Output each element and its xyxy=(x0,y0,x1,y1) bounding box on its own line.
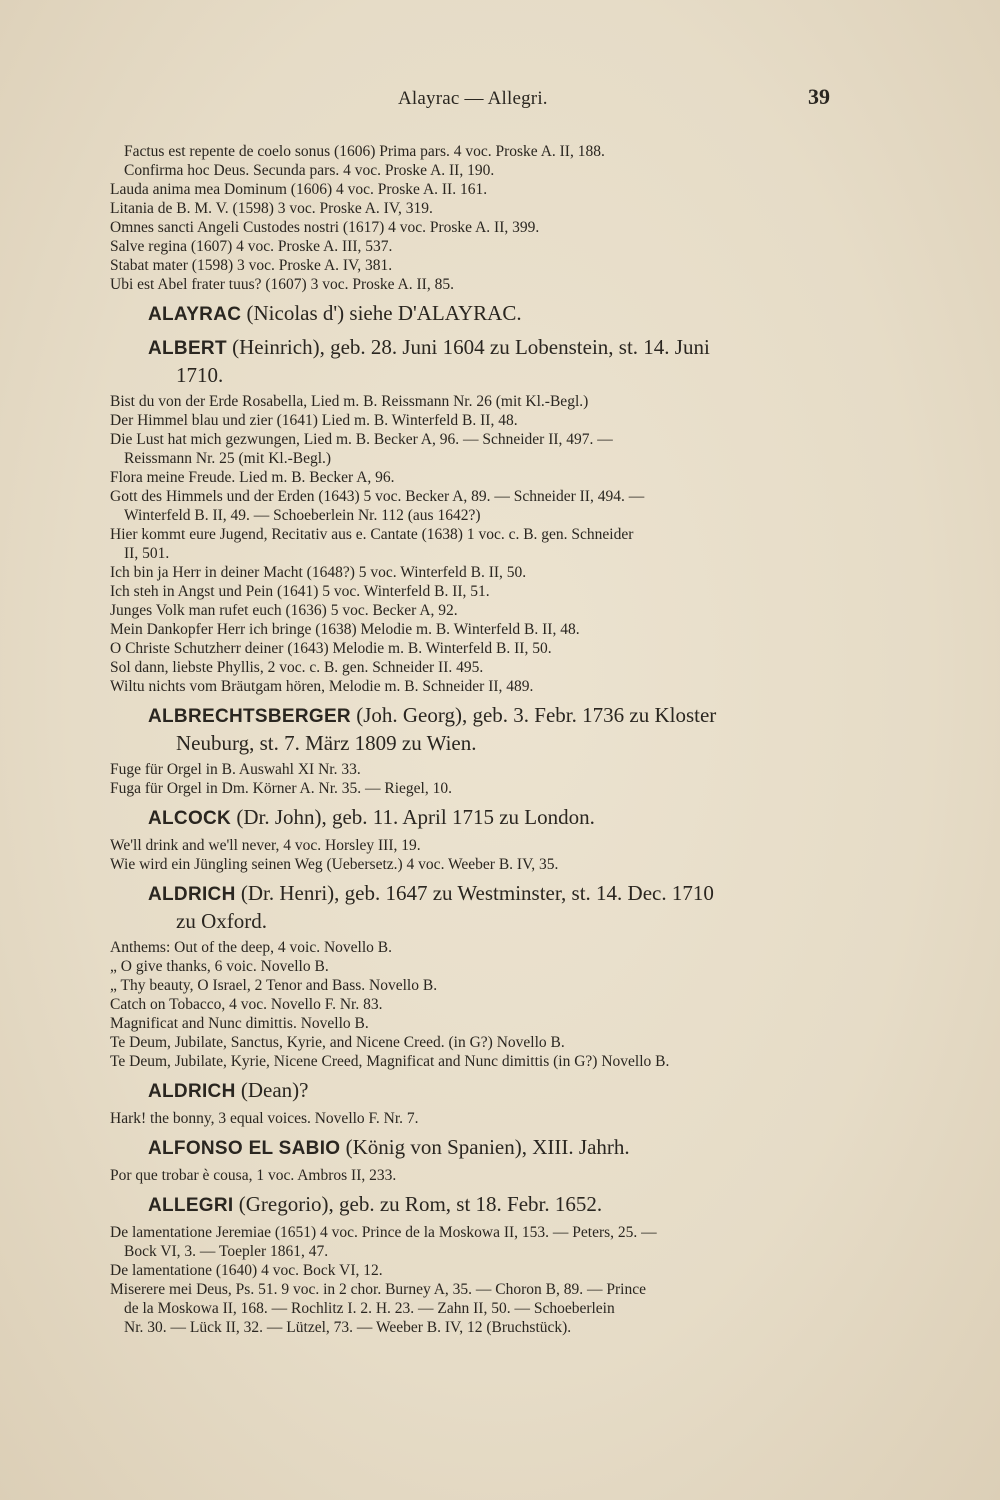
work-entry xyxy=(110,199,830,218)
work-entry-text: „ Thy beauty, O Israel, 2 Tenor and Bass. Novello B. xyxy=(110,977,438,994)
page-number: 39 xyxy=(808,84,830,109)
work-entry-text: Por que trobar è cousa, 1 voc. Ambros II, 233. xyxy=(110,1167,397,1184)
composer-info-continued: Neuburg, st. 7. März 1809 zu Wien. xyxy=(176,731,477,755)
composer-name: ALCOCK xyxy=(148,808,232,829)
composer-info-continued: zu Oxford. xyxy=(176,909,267,933)
work-entry xyxy=(110,855,830,874)
work-entry-text: Flora meine Freude. Lied m. B. Becker A, 96. xyxy=(110,469,395,486)
work-entry xyxy=(110,487,830,506)
work-entry xyxy=(110,563,830,582)
work-entry-text: Bist du von der Erde Rosabella, Lied m. B. Reissmann Nr. 26 (mit Kl.-Begl.) xyxy=(110,393,589,410)
work-entry-text: De lamentatione (1640) 4 voc. Bock VI, 12. xyxy=(110,1262,383,1279)
work-entry xyxy=(110,938,830,957)
work-entry-text: Stabat mater (1598) 3 voc. Proske A. IV, 381. xyxy=(110,257,393,274)
composer-info: (Dr. Henri), geb. 1647 zu Westminster, st. 14. Dec. 1710 xyxy=(235,881,714,905)
work-entry-text: Confirma hoc Deus. Secunda pars. 4 voc. Proske A. II, 190. xyxy=(124,162,495,179)
work-entry xyxy=(110,836,830,855)
work-entry-text: Ich steh in Angst und Pein (1641) 5 voc. Winterfeld B. II, 51. xyxy=(110,583,490,600)
work-entry-text: De lamentatione Jeremiae (1651) 4 voc. Prince de la Moskowa II, 153. — Peters, 25. — xyxy=(110,1224,657,1241)
work-entry xyxy=(110,1318,830,1337)
work-entry-text: Factus est repente de coelo sonus (1606) Prima pars. 4 voc. Proske A. II, 188. xyxy=(124,143,605,160)
work-entry xyxy=(110,1109,830,1128)
composer-info: (Dr. John), geb. 11. April 1715 zu London. xyxy=(231,805,595,829)
work-entry-text: Hier kommt eure Jugend, Recitativ aus e. Cantate (1638) 1 voc. c. B. gen. Schneider xyxy=(110,526,634,543)
work-entry-text: Die Lust hat mich gezwungen, Lied m. B. Becker A, 96. — Schneider II, 497. — xyxy=(110,431,613,448)
work-entry xyxy=(110,275,830,294)
work-entry-text: II, 501. xyxy=(124,545,170,562)
work-entry xyxy=(110,506,830,525)
composer-heading xyxy=(110,1191,830,1219)
composer-name: ALDRICH xyxy=(148,1081,236,1102)
work-entry xyxy=(110,430,830,449)
composer-info: (Joh. Georg), geb. 3. Febr. 1736 zu Kloster xyxy=(350,703,717,727)
work-entry-text: Ubi est Abel frater tuus? (1607) 3 voc. Proske A. II, 85. xyxy=(110,276,454,293)
work-entry xyxy=(110,658,830,677)
work-entry xyxy=(110,449,830,468)
work-entry xyxy=(110,995,830,1014)
work-entry xyxy=(110,218,830,237)
work-entry xyxy=(110,1280,830,1299)
composer-info: (Dean)? xyxy=(235,1078,309,1102)
composer-heading xyxy=(110,880,830,934)
work-entry-text: de la Moskowa II, 168. — Rochlitz I. 2. H. 23. — Zahn II, 50. — Schoeberlein xyxy=(124,1300,615,1317)
work-entry xyxy=(110,601,830,620)
work-entry-text: Reissmann Nr. 25 (mit Kl.-Begl.) xyxy=(124,450,332,467)
composer-name: ALFONSO EL SABIO xyxy=(148,1138,341,1159)
work-entry-text: Miserere mei Deus, Ps. 51. 9 voc. in 2 chor. Burney A, 35. — Choron B, 89. — Prince xyxy=(110,1281,646,1298)
work-entry-text: Lauda anima mea Dominum (1606) 4 voc. Proske A. II. 161. xyxy=(110,181,488,198)
composer-info-continued: 1710. xyxy=(176,363,224,387)
work-entry xyxy=(110,237,830,256)
catalog-entries xyxy=(110,142,830,1337)
work-entry-text: Te Deum, Jubilate, Sanctus, Kyrie, and Nicene Creed. (in G?) Novello B. xyxy=(110,1034,565,1051)
page-header xyxy=(0,84,1000,118)
work-entry xyxy=(110,1033,830,1052)
work-entry xyxy=(110,760,830,779)
work-entry-text: Salve regina (1607) 4 voc. Proske A. III, 537. xyxy=(110,238,393,255)
work-entry-text: Litania de B. M. V. (1598) 3 voc. Proske A. IV, 319. xyxy=(110,200,433,217)
work-entry xyxy=(110,161,830,180)
work-entry-text: „ O give thanks, 6 voic. Novello B. xyxy=(110,958,329,975)
work-entry xyxy=(110,1052,830,1071)
work-entry-text: Catch on Tobacco, 4 voc. Novello F. Nr. 83. xyxy=(110,996,383,1013)
work-entry-text: Magnificat and Nunc dimittis. Novello B. xyxy=(110,1015,369,1032)
composer-name: ALLEGRI xyxy=(148,1195,234,1216)
work-entry xyxy=(110,957,830,976)
composer-heading xyxy=(110,1134,830,1162)
work-entry xyxy=(110,1223,830,1242)
work-entry-text: Mein Dankopfer Herr ich bringe (1638) Melodie m. B. Winterfeld B. II, 48. xyxy=(110,621,580,638)
composer-name: ALBERT xyxy=(148,338,227,359)
work-entry-text: Junges Volk man rufet euch (1636) 5 voc. Becker A, 92. xyxy=(110,602,458,619)
work-entry xyxy=(110,677,830,696)
work-entry xyxy=(110,468,830,487)
work-entry xyxy=(110,392,830,411)
work-entry xyxy=(110,525,830,544)
work-entry xyxy=(110,1299,830,1318)
running-head: Alayrac — Allegri. xyxy=(398,88,548,109)
work-entry-text: Ich bin ja Herr in deiner Macht (1648?) 5 voc. Winterfeld B. II, 50. xyxy=(110,564,527,581)
work-entry-text: Hark! the bonny, 3 equal voices. Novello F. Nr. 7. xyxy=(110,1110,419,1127)
work-entry xyxy=(110,1166,830,1185)
composer-heading xyxy=(110,300,830,328)
work-entry-text: We'll drink and we'll never, 4 voc. Horsley III, 19. xyxy=(110,837,421,854)
composer-info: (König von Spanien), XIII. Jahrh. xyxy=(340,1135,630,1159)
composer-info: (Heinrich), geb. 28. Juni 1604 zu Lobenstein, st. 14. Juni xyxy=(226,335,710,359)
work-entry xyxy=(110,544,830,563)
work-entry-text: Nr. 30. — Lück II, 32. — Lützel, 73. — Weeber B. IV, 12 (Bruchstück). xyxy=(124,1319,572,1336)
work-entry-text: Sol dann, liebste Phyllis, 2 voc. c. B. gen. Schneider II. 495. xyxy=(110,659,484,676)
work-entry xyxy=(110,1014,830,1033)
work-entry-text: Fuga für Orgel in Dm. Körner A. Nr. 35. — Riegel, 10. xyxy=(110,780,452,797)
work-entry-text: Te Deum, Jubilate, Kyrie, Nicene Creed, Magnificat and Nunc dimittis (in G?) Novello B. xyxy=(110,1053,670,1070)
work-entry xyxy=(110,1261,830,1280)
work-entry xyxy=(110,411,830,430)
composer-heading xyxy=(110,334,830,388)
work-entry xyxy=(110,180,830,199)
work-entry xyxy=(110,976,830,995)
composer-heading xyxy=(110,1077,830,1105)
composer-info: (Nicolas d') siehe D'ALAYRAC. xyxy=(241,301,522,325)
composer-info: (Gregorio), geb. zu Rom, st 18. Febr. 1652. xyxy=(233,1192,603,1216)
work-entry-text: Gott des Himmels und der Erden (1643) 5 voc. Becker A, 89. — Schneider II, 494. — xyxy=(110,488,645,505)
composer-heading xyxy=(110,702,830,756)
work-entry xyxy=(110,256,830,275)
work-entry-text: Der Himmel blau und zier (1641) Lied m. B. Winterfeld B. II, 48. xyxy=(110,412,518,429)
composer-name: ALDRICH xyxy=(148,884,236,905)
work-entry xyxy=(110,779,830,798)
work-entry-text: Anthems: Out of the deep, 4 voic. Novello B. xyxy=(110,939,392,956)
composer-name: ALAYRAC xyxy=(148,304,242,325)
work-entry-text: Fuge für Orgel in B. Auswahl XI Nr. 33. xyxy=(110,761,361,778)
work-entry-text: Bock VI, 3. — Toepler 1861, 47. xyxy=(124,1243,329,1260)
work-entry-text: O Christe Schutzherr deiner (1643) Melodie m. B. Winterfeld B. II, 50. xyxy=(110,640,552,657)
composer-heading xyxy=(110,804,830,832)
composer-name: ALBRECHTSBERGER xyxy=(148,706,351,727)
work-entry-text: Wie wird ein Jüngling seinen Weg (Uebersetz.) 4 voc. Weeber B. IV, 35. xyxy=(110,856,559,873)
work-entry xyxy=(110,620,830,639)
work-entry-text: Omnes sancti Angeli Custodes nostri (1617) 4 voc. Proske A. II, 399. xyxy=(110,219,540,236)
work-entry-text: Wiltu nichts vom Bräutgam hören, Melodie m. B. Schneider II, 489. xyxy=(110,678,534,695)
work-entry-text: Winterfeld B. II, 49. — Schoeberlein Nr. 112 (aus 1642?) xyxy=(124,507,481,524)
work-entry xyxy=(110,142,830,161)
work-entry xyxy=(110,1242,830,1261)
work-entry xyxy=(110,639,830,658)
work-entry xyxy=(110,582,830,601)
